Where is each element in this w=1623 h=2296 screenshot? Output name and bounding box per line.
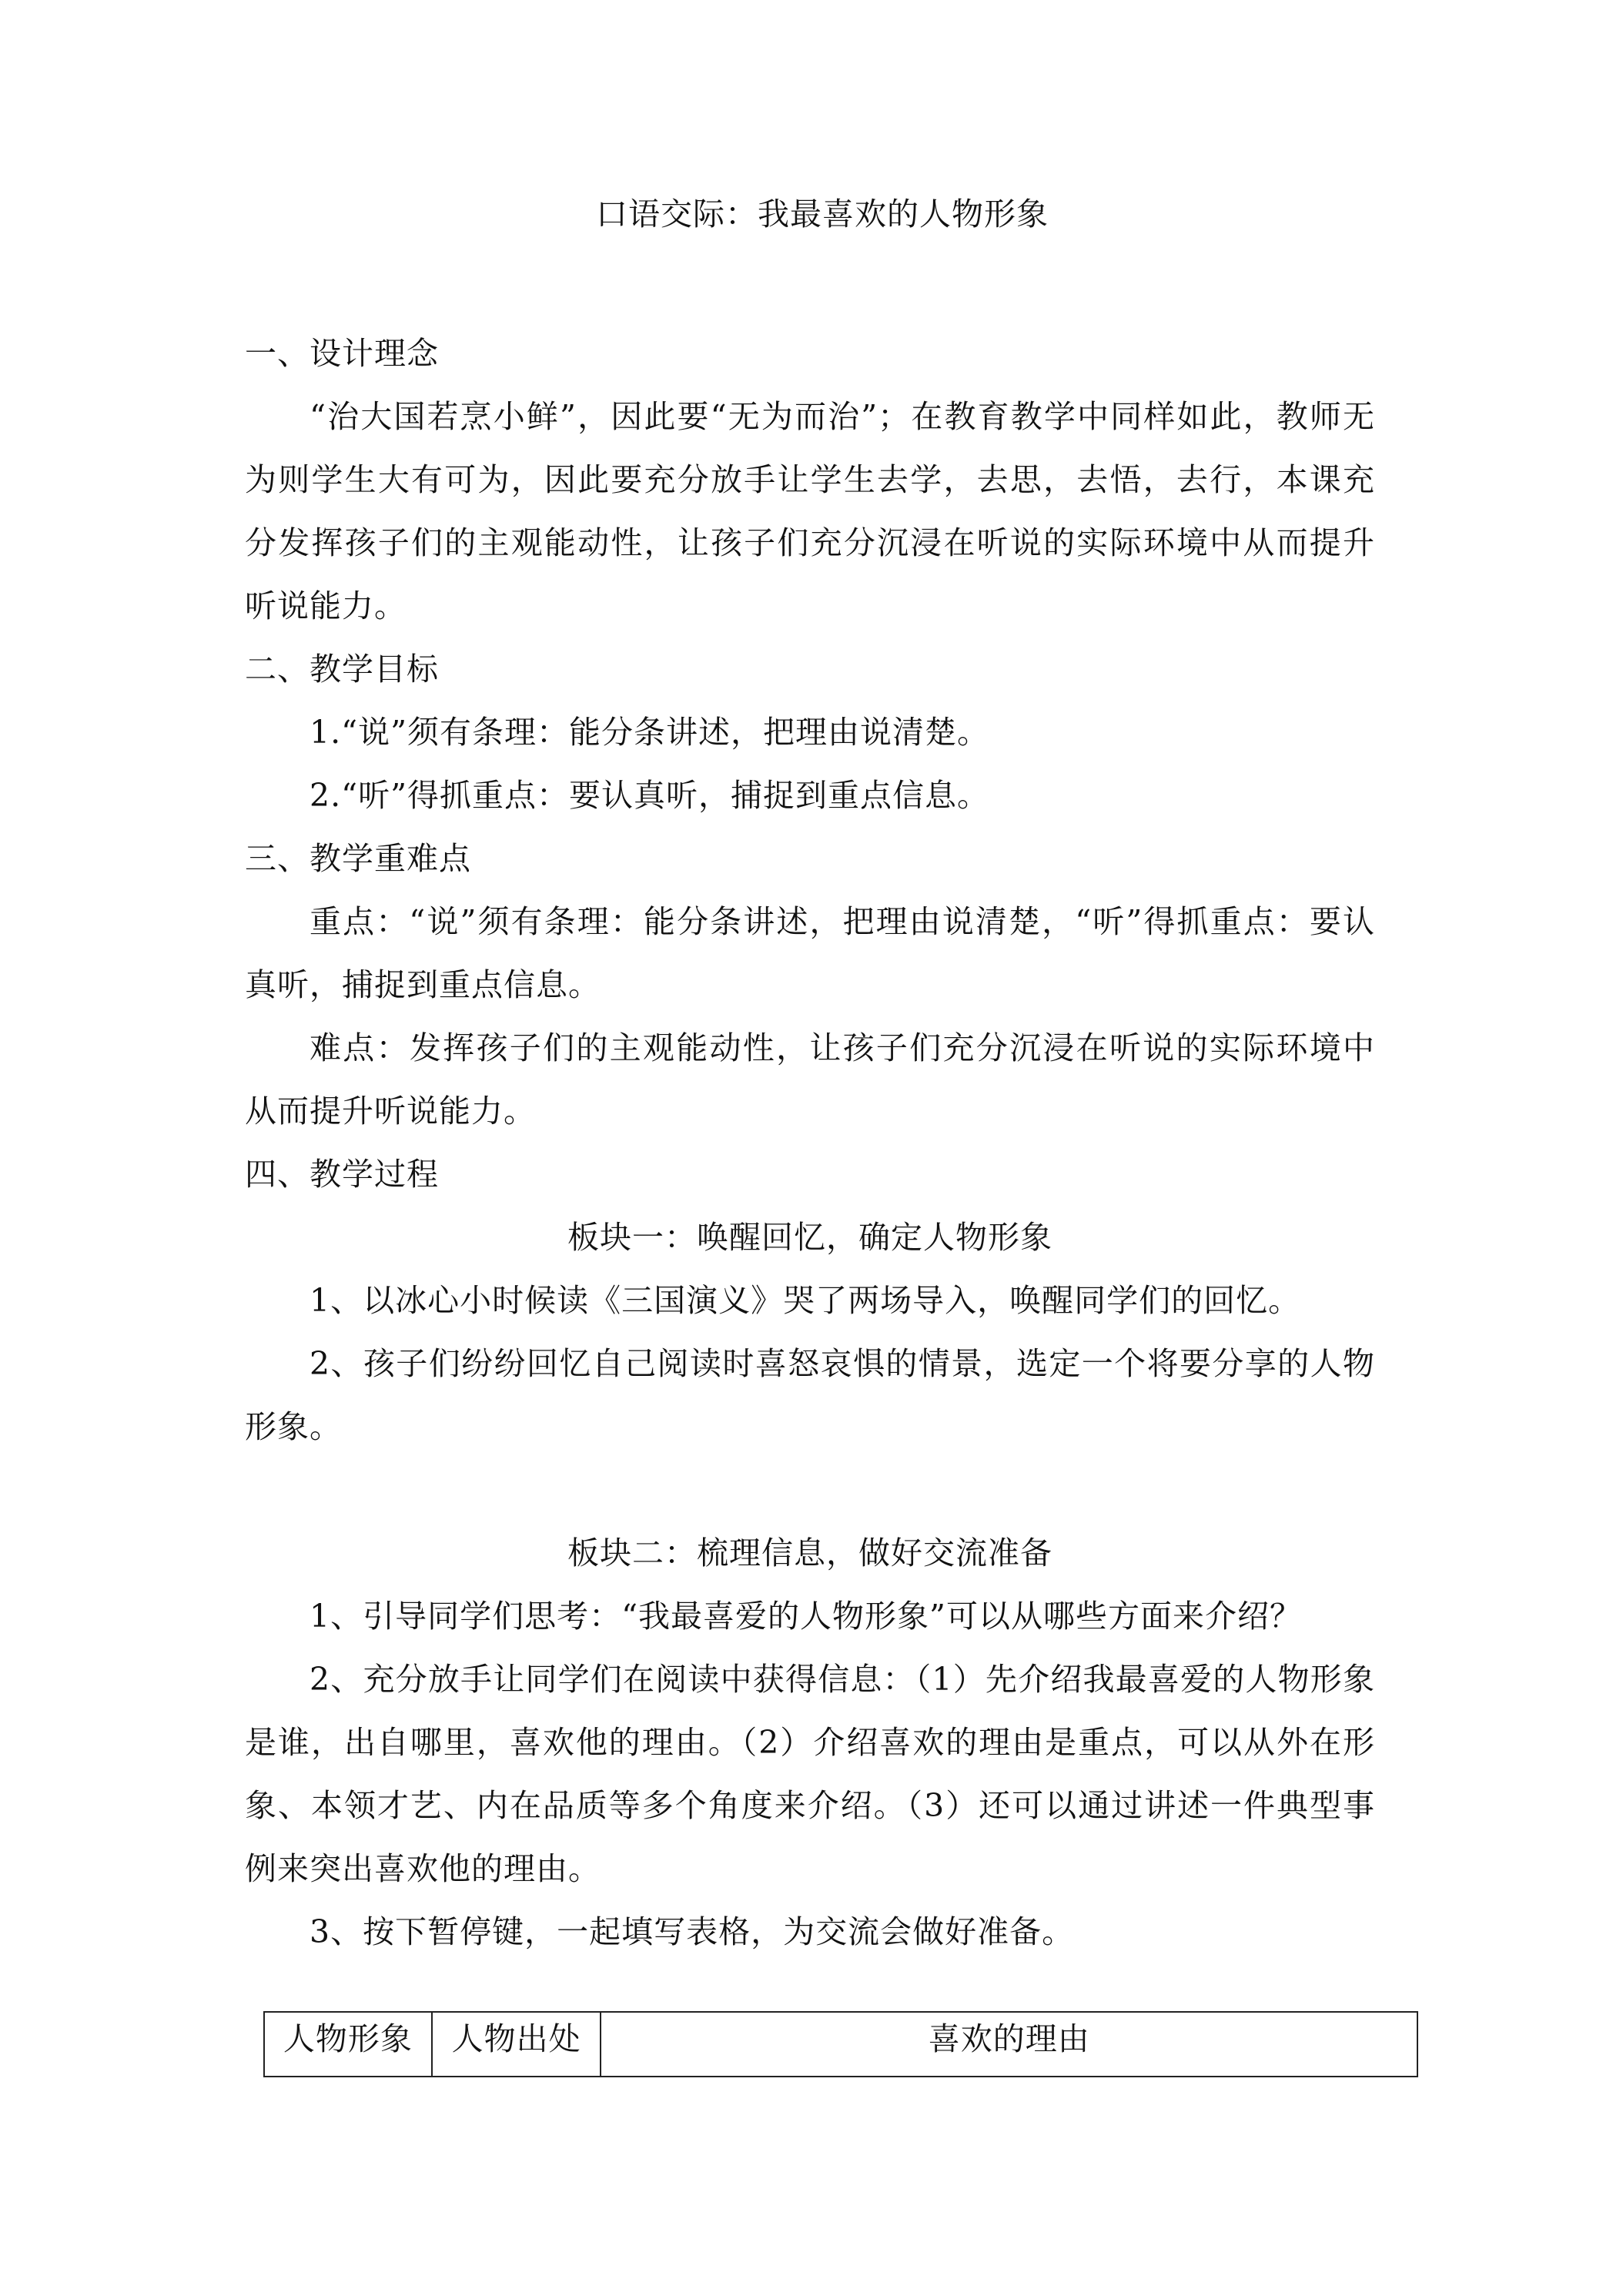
section-heading-teaching-goals: 二、教学目标 (245, 651, 439, 688)
section-heading-key-difficult-points: 三、教学重难点 (245, 840, 471, 877)
block-two-item: 1、引导同学们思考：“我最喜爱的人物形象”可以从哪些方面来介绍？ (310, 1598, 1303, 1635)
teaching-goal-item: 2.“听”得抓重点：要认真听，捕捉到重点信息。 (310, 777, 990, 814)
design-concept-paragraph: “治大国若烹小鲜”，因此要“无为而治”；在教育教学中同样如此，教师无为则学生大有可为，因此要充分放手让学生去学，去思，去悟，去行，本课充分发挥孩子们的主观能动性，让孩子们充分沉浸在听说的实际环境中从而提升听说能力。 (245, 398, 1375, 624)
block-two-title: 板块二：梳理信息，做好交流准备 (567, 1535, 1052, 1571)
table-header-cell: 人物形象 (264, 2012, 432, 2077)
block-one-item: 1、以冰心小时候读《三国演义》哭了两场导入，唤醒同学们的回忆。 (310, 1282, 1301, 1319)
document-body (245, 322, 1375, 1963)
section-heading-teaching-process: 四、教学过程 (245, 1156, 439, 1193)
section-heading-design-concept: 一、设计理念 (245, 335, 439, 372)
block-two-item: 3、按下暂停键，一起填写表格，为交流会做好准备。 (310, 1913, 1075, 1950)
blank-line (245, 1458, 1375, 1521)
table-header-cell: 喜欢的理由 (601, 2012, 1417, 2077)
teaching-goal-item: 1.“说”须有条理：能分条讲述，把理由说清楚。 (310, 714, 990, 751)
key-point-paragraph: 重点：“说”须有条理：能分条讲述，把理由说清楚，“听”得抓重点：要认真听，捕捉到重点信息。 (245, 903, 1375, 1003)
difficult-point-paragraph: 难点：发挥孩子们的主观能动性，让孩子们充分沉浸在听说的实际环境中从而提升听说能力。 (245, 1029, 1375, 1130)
preparation-table (263, 2011, 1418, 2077)
block-two-item: 2、充分放手让同学们在阅读中获得信息：（1）先介绍我最喜爱的人物形象是谁，出自哪里，喜欢他的理由。（2）介绍喜欢的理由是重点，可以从外在形象、本领才艺、内在品质等多个角度来介绍。（3）还可以通过讲述一件典型事例来突出喜欢他的理由。 (245, 1661, 1375, 1887)
table-header-cell: 人物出处 (432, 2012, 601, 2077)
table-header-row (264, 2012, 1417, 2077)
document-title: 口语交际：我最喜欢的人物形象 (596, 196, 1049, 233)
block-one-title: 板块一：唤醒回忆，确定人物形象 (567, 1219, 1052, 1256)
block-one-item: 2、孩子们纷纷回忆自己阅读时喜怒哀惧的情景，选定一个将要分享的人物形象。 (245, 1345, 1375, 1445)
